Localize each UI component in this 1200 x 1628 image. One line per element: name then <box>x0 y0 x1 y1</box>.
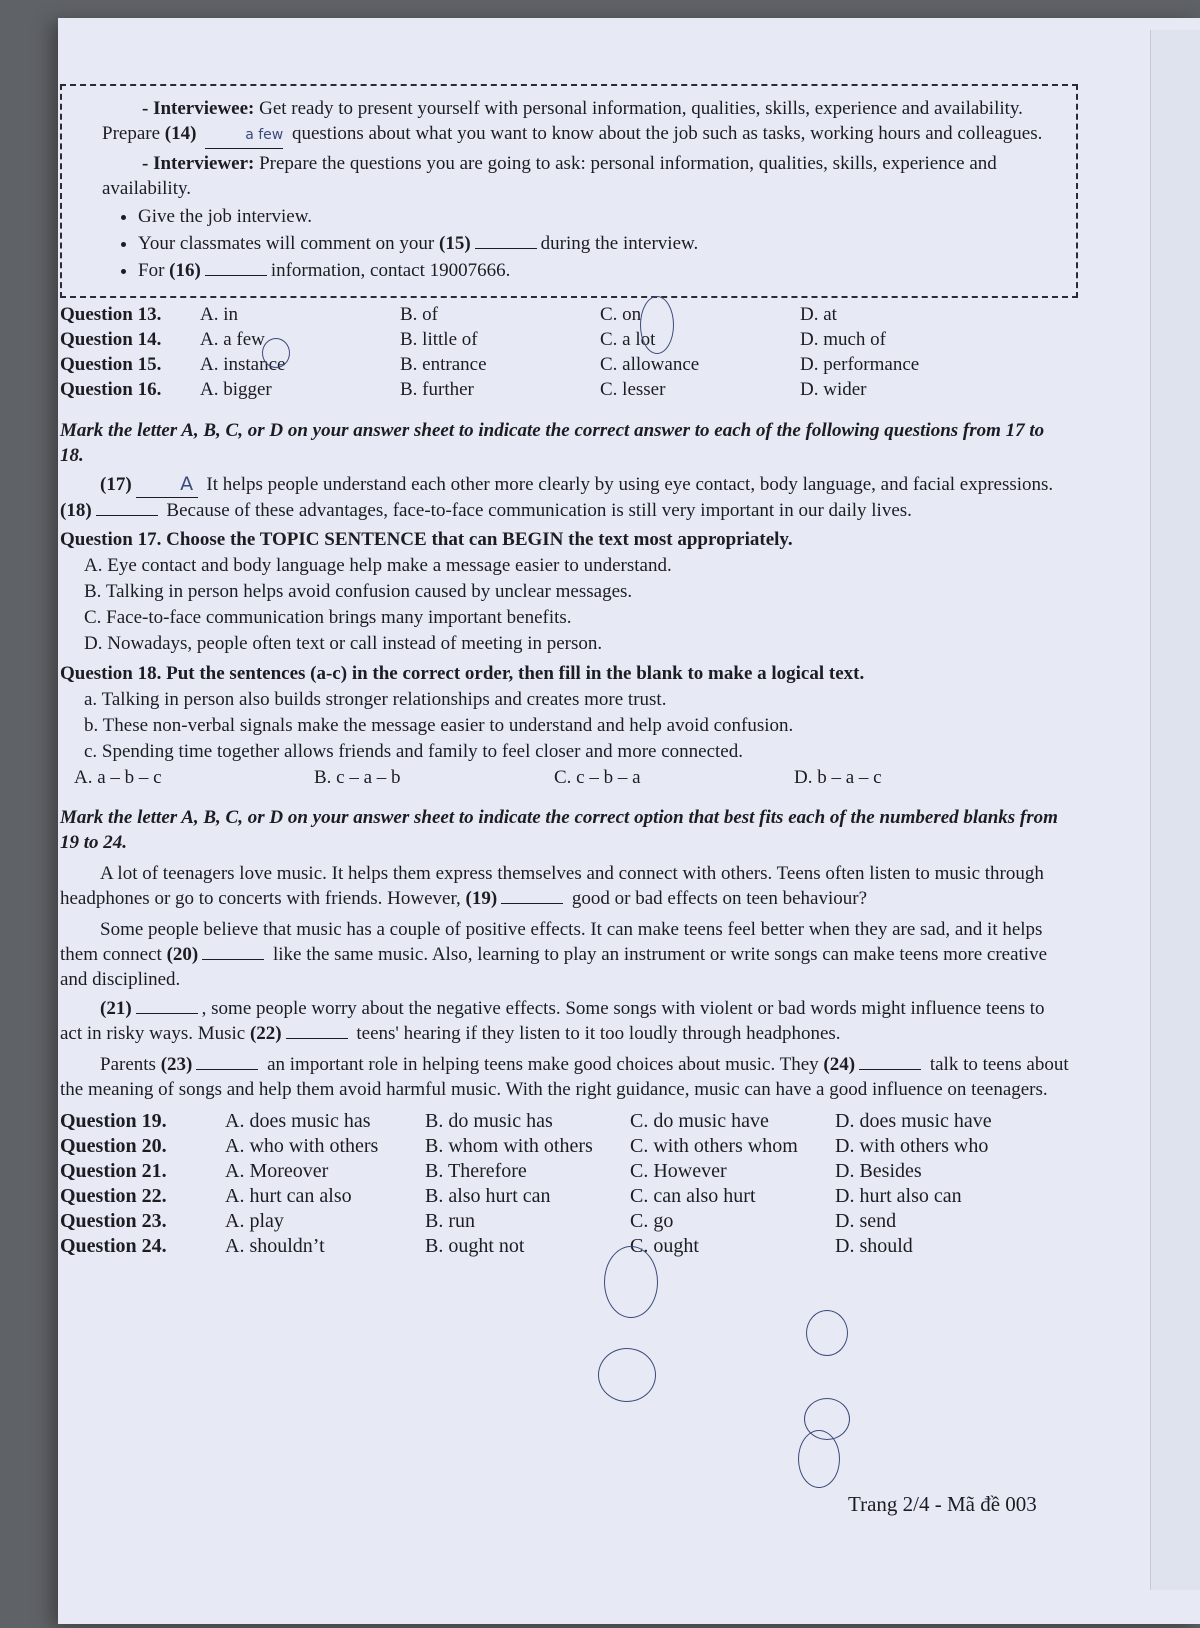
blank-21 <box>136 1013 198 1014</box>
question-18-title: Question 18. Put the sentences (a-c) in the correct order, then fill in the blank to make a logical text. <box>60 663 865 684</box>
q18-option-a[interactable]: A. a – b – c <box>74 767 162 788</box>
question-row: Question 22. A. hurt can also B. also hurt can C. can also hurt D. hurt also can <box>60 1185 962 1207</box>
q17-option-d[interactable]: D. Nowadays, people often text or call instead of meeting in person. <box>84 633 603 654</box>
bullet-item: • Give the job interview. <box>138 203 1064 230</box>
q18-option-c[interactable]: C. c – b – a <box>554 767 641 788</box>
pen-circle-q20-d <box>806 1310 848 1356</box>
pen-circle-q22-c <box>598 1348 656 1402</box>
questions-19-24 <box>60 1110 1070 1260</box>
blank-23 <box>196 1069 258 1070</box>
passage-paragraph-3: (21) , some people worry about the negative effects. Some songs with violent or bad words might influence teens to act in risky ways. Music (22) teens' hearing if they listen to it too loudly through headphones. <box>60 998 1045 1044</box>
question-row: Question 14. A. a few B. little of C. a lot D. much of <box>60 329 887 350</box>
q17-option-b[interactable]: B. Talking in person helps avoid confusion caused by unclear messages. <box>84 581 633 602</box>
question-row: Question 19. A. does music has B. do music has C. do music have D. does music have <box>60 1110 992 1132</box>
pen-circle-q19-c <box>604 1246 658 1318</box>
page-content <box>60 84 1070 1260</box>
q18-sentence-c: c. Spending time together allows friends and family to feel closer and more connected. <box>84 741 743 762</box>
blank-20 <box>202 959 264 960</box>
question-row: Question 13. A. in B. of C. on D. at <box>60 304 837 325</box>
blank-14: a few <box>205 123 283 149</box>
passage-paragraph-4: Parents (23) an important role in helping teens make good choices about music. They (24) talk to teens about the meaning of songs and help them avoid harmful music. With the right guidance, music can have a good influence on teenagers. <box>60 1054 1069 1100</box>
q18-sentence-b: b. These non-verbal signals make the message easier to understand and help avoid confusion. <box>84 715 794 736</box>
question-row: Question 16. A. bigger B. further C. lesser D. wider <box>60 379 867 400</box>
passage-paragraph-1: A lot of teenagers love music. It helps them express themselves and connect with others. Teens often listen to music through headphones or go to concerts with friends. However, (19) good or bad effects on teen behaviour? <box>60 863 1044 909</box>
blank-19 <box>501 903 563 904</box>
q17-option-c[interactable]: C. Face-to-face communication brings many important benefits. <box>84 607 572 628</box>
question-17-title: Question 17. Choose the TOPIC SENTENCE that can BEGIN the text most appropriately. <box>60 529 793 550</box>
passage-17-18: (17) A It helps people understand each other more clearly by using eye contact, body language, and facial expressions. (18) Because of these advantages, face-to-face communication is still very important in our daily lives. <box>60 473 1054 521</box>
question-row: Question 15. A. instance B. entrance C. allowance D. performance <box>60 354 920 375</box>
bullet-item: • For (16) information, contact 19007666. <box>138 257 1064 284</box>
blank-17: A <box>136 472 198 498</box>
next-page-edge <box>1150 30 1200 1590</box>
notice-bullets <box>102 203 1064 284</box>
q18-options <box>60 765 1070 791</box>
question-row: Question 23. A. play B. run C. go D. send <box>60 1210 897 1232</box>
blank-24 <box>859 1069 921 1070</box>
blank-16 <box>205 275 267 276</box>
question-row: Question 20. A. who with others B. whom with others C. with others whom D. with others who <box>60 1135 989 1157</box>
pen-circle-q14-a <box>262 338 290 368</box>
q18-option-d[interactable]: D. b – a – c <box>794 767 882 788</box>
pen-circle-q24-d <box>798 1430 840 1488</box>
instruction-17-18: Mark the letter A, B, C, or D on your answer sheet to indicate the correct answer to each of the following questions from 17 to 18. <box>60 420 1045 466</box>
interview-notice-box <box>60 84 1078 298</box>
q18-option-b[interactable]: B. c – a – b <box>314 767 401 788</box>
questions-13-16 <box>60 304 1070 404</box>
interviewer-paragraph: - Interviewer: Prepare the questions you are going to ask: personal information, qualities, skills, experience and availability. <box>102 153 997 199</box>
page-footer: Trang 2/4 - Mã đề 003 <box>848 1492 1037 1516</box>
passage-paragraph-2: Some people believe that music has a couple of positive effects. It can make teens feel better when they are sad, and it helps them connect (20) like the same music. Also, learning to play an instrument or write songs can make teens more creative and disciplined. <box>60 919 1048 990</box>
blank-15 <box>475 248 537 249</box>
interviewee-paragraph: - Interviewee: Get ready to present yourself with personal information, qualities, skills, experience and availability. Prepare (14) a few questions about what you want to know about the job such as tasks, working hours and colleagues. <box>102 96 1064 149</box>
blank-14-number: (14) <box>164 123 197 144</box>
blank-18 <box>96 515 158 516</box>
bullet-item: • Your classmates will comment on your (15) during the interview. <box>138 230 1064 257</box>
q17-option-a[interactable]: A. Eye contact and body language help make a message easier to understand. <box>84 555 672 576</box>
interviewer-label: - Interviewer: <box>142 153 255 174</box>
question-row: Question 24. A. shouldn’t B. ought not C. ought D. should <box>60 1235 913 1257</box>
interviewee-label: - Interviewee: <box>142 98 255 119</box>
question-row: Question 21. A. Moreover B. Therefore C. However D. Besides <box>60 1160 922 1182</box>
instruction-19-24: Mark the letter A, B, C, or D on your answer sheet to indicate the correct option that best fits each of the numbered blanks from 19 to 24. <box>60 807 1058 853</box>
q18-sentence-a: a. Talking in person also builds stronger relationships and creates more trust. <box>84 689 667 710</box>
pen-circle-q13-c <box>640 296 674 354</box>
blank-22 <box>286 1038 348 1039</box>
